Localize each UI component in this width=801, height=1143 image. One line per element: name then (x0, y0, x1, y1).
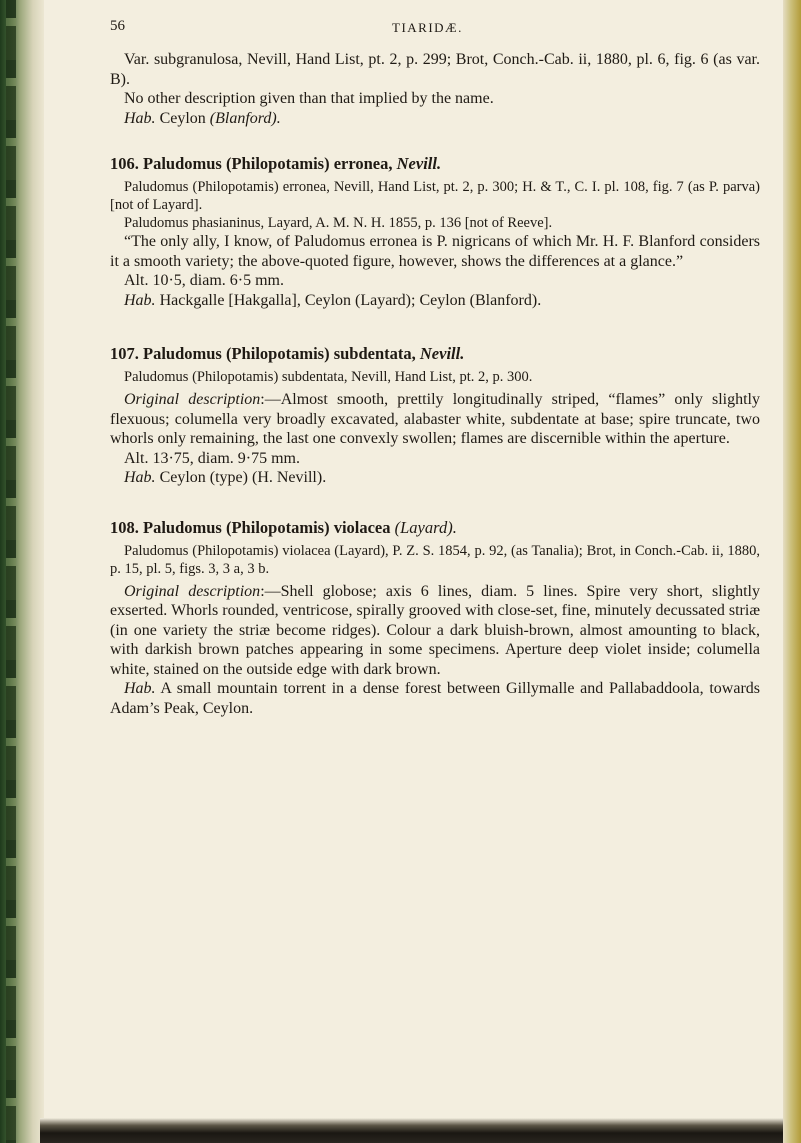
species-107-description (110, 390, 760, 449)
species-106-synonym-2: Paludomus phasianinus, Layard, A. M. N. H. 1855, p. 136 [not of Reeve]. (124, 215, 553, 231)
species-number: 107. (110, 344, 139, 363)
hab-text: Hackgalle [Hakgalla], Ceylon (Layard); Ceylon (Blanford). (155, 291, 542, 309)
species-107-measurements: Alt. 13·75, diam. 9·75 mm. (124, 449, 300, 467)
hab-label: Hab. (124, 469, 156, 486)
species-name: Paludomus (Philopotamis) erronea, (143, 154, 393, 173)
var-description-note: No other description given than that implied by the name. (124, 90, 494, 107)
species-106-measurements: Alt. 10·5, diam. 6·5 mm. (124, 272, 284, 289)
book-binding-left (0, 0, 44, 1143)
species-name: Paludomus (Philopotamis) subdentata, (143, 344, 416, 363)
species-106-heading (110, 154, 760, 174)
hab-author: (Blanford). (209, 109, 281, 127)
species-author: (Layard). (394, 517, 457, 537)
hab-label: Hab. (124, 291, 156, 309)
description-text: :—Shell globose; axis 6 lines, diam. 5 lines. Spire very short, slightly exserted. Whorls rounded, ventricose, spirally grooved with close-set, fine, minutely decussated striæ (in one variety the striæ become ridges). Colour a dark bluish-brown, almost amounting to black, with darkish brown patches appearing in some specimens. Aperture deep violet inside; columella white, stained on the outside edge with dark brown. (110, 582, 761, 678)
description-text: :—Almost smooth, prettily longitudinally striped, “flames” only slightly flexuous; columella very broadly excavated, alabaster white, subdentate at base; spire truncate, two whorls only remaining, the last one convexly swollen; flames are discernible within the aperture. (110, 391, 760, 447)
species-106-quote: “The only ally, I know, of Paludomus erronea is P. nigricans of which Mr. H. F. Blanford considers it a smooth variety; the above-quoted figure, however, shows the differences at a glance.” (110, 233, 760, 270)
description-label: Original description (124, 582, 261, 600)
species-name: Paludomus (Philopotamis) violacea (143, 517, 391, 537)
species-108-synonym-1: Paludomus (Philopotamis) violacea (Layard), P. Z. S. 1854, p. 92, (as Tanalia); Brot, in Conch.-Cab. ii, 1880, p. 15, pl. 5, figs. 3, 3 a, 3 b. (110, 542, 760, 577)
species-106-habitat (110, 291, 760, 311)
hab-text: Ceylon (type) (H. Nevill). (155, 469, 327, 486)
species-106-synonym-1: Paludomus (Philopotamis) erronea, Nevill, Hand List, pt. 2, p. 300; H. & T., C. I. pl. 108, fig. 7 (as P. parva) [not of Layard]. (110, 179, 760, 213)
species-108-description (110, 582, 760, 680)
hab-text: Ceylon (155, 109, 210, 127)
species-108-heading (110, 518, 760, 538)
species-author: Nevill. (419, 344, 465, 363)
species-107-heading (110, 344, 760, 364)
var-subgranulosa-entry: Var. subgranulosa, Nevill, Hand List, pt. 2, p. 299; Brot, Conch.-Cab. ii, 1880, pl. 6, fig. 6 (as var. B). (110, 51, 760, 88)
running-title: TIARIDÆ. (392, 20, 463, 35)
book-binding-right (783, 0, 801, 1143)
species-107-synonym-1: Paludomus (Philopotamis) subdentata, Nevill, Hand List, pt. 2, p. 300. (124, 369, 533, 385)
running-head (110, 18, 760, 44)
species-number: 108. (110, 517, 139, 537)
book-page (110, 18, 760, 718)
var-habitat (110, 109, 760, 129)
species-author: Nevill. (396, 154, 442, 173)
page-number: 56 (110, 18, 125, 34)
hab-label: Hab. (124, 680, 156, 697)
hab-text: A small mountain torrent in a dense forest between Gillymalle and Pallabaddoola, towards Adam’s Peak, Ceylon. (110, 680, 760, 717)
hab-label: Hab. (124, 109, 156, 127)
species-number: 106. (110, 154, 139, 173)
species-107-habitat (110, 468, 760, 488)
page-bottom-edge (40, 1118, 783, 1143)
species-108-habitat (110, 679, 760, 718)
description-label: Original description (124, 391, 261, 408)
